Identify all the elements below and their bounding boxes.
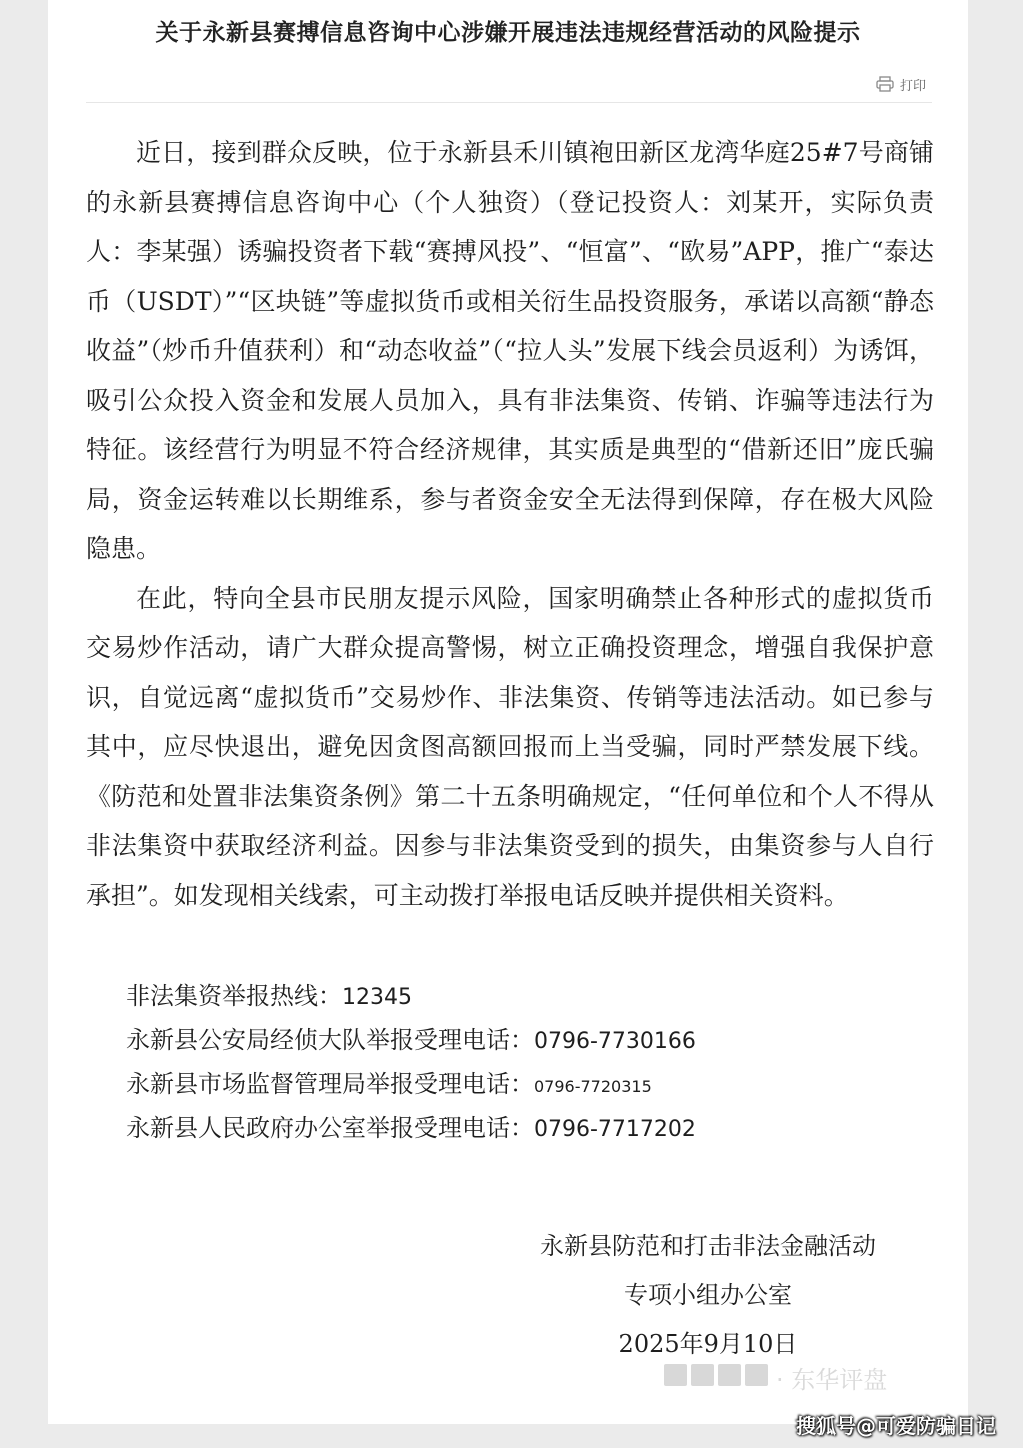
hotline-label: 永新县人民政府办公室举报受理电话： <box>126 1114 534 1142</box>
hotline-label: 永新县市场监督管理局举报受理电话： <box>126 1070 534 1098</box>
printer-icon <box>876 76 894 92</box>
hotline-item <box>126 1106 946 1150</box>
hotline-item <box>126 1018 946 1062</box>
hotline-label: 非法集资举报热线： <box>126 982 342 1010</box>
hotline-item <box>126 1062 946 1106</box>
hotline-number: 0796-7730166 <box>534 1029 696 1054</box>
document-body <box>86 128 934 920</box>
document-toolbar <box>86 64 932 103</box>
signature-block <box>488 1222 928 1369</box>
hotline-number: 0796-7720315 <box>534 1077 652 1096</box>
paragraph-1: 近日，接到群众反映，位于永新县禾川镇袍田新区龙湾华庭25#7号商铺的永新县赛搏信息咨询中心（个人独资）（登记投资人：刘某开，实际负责人：李某强）诱骗投资者下载“赛搏风投”、“恒富”、“欧易”APP，推广“泰达币（USDT）”“区块链”等虚拟货币或相关衍生品投资服务，承诺以高额“静态收益”（炒币升值获利）和“动态收益”（“拉人头”发展下线会员返利）为诱饵，吸引公众投入资金和发展人员加入，具有非法集资、传销、诈骗等违法行为特征。该经营行为明显不符合经济规律，其实质是典型的“借新还旧”庞氏骗局，资金运转难以长期维系，参与者资金安全无法得到保障，存在极大风险隐患。 <box>86 138 934 563</box>
source-watermark: · 东华评盘 <box>776 1366 888 1394</box>
print-button[interactable] <box>876 74 926 94</box>
signature-org: 永新县防范和打击非法金融活动 <box>540 1232 876 1260</box>
hotline-number: 12345 <box>342 985 412 1010</box>
document-title: 关于永新县赛搏信息咨询中心涉嫌开展违法违规经营活动的风险提示 <box>155 20 861 46</box>
print-label: 打印 <box>899 78 926 94</box>
hotline-item <box>126 974 946 1018</box>
document-page <box>48 0 968 1424</box>
hotline-number: 0796-7717202 <box>534 1117 696 1142</box>
account-watermark: 搜狐号@可爱防骗日记 <box>796 1414 996 1438</box>
hotline-list <box>126 974 946 1150</box>
signature-date: 2025年9月10日 <box>618 1330 798 1358</box>
blurred-watermark <box>664 1364 768 1386</box>
paragraph-2: 在此，特向全县市民朋友提示风险，国家明确禁止各种形式的虚拟货币交易炒作活动，请广大群众提高警惕，树立正确投资理念，增强自我保护意识，自觉远离“虚拟货币”交易炒作、非法集资、传销等违法活动。如已参与其中，应尽快退出，避免因贪图高额回报而上当受骗，同时严禁发展下线。《防范和处置非法集资条例》第二十五条明确规定，“任何单位和个人不得从非法集资中获取经济利益。因参与非法集资受到的损失，由集资参与人自行承担”。如发现相关线索，可主动拨打举报电话反映并提供相关资料。 <box>86 583 934 910</box>
hotline-label: 永新县公安局经侦大队举报受理电话： <box>126 1026 534 1054</box>
signature-office: 专项小组办公室 <box>624 1281 792 1309</box>
